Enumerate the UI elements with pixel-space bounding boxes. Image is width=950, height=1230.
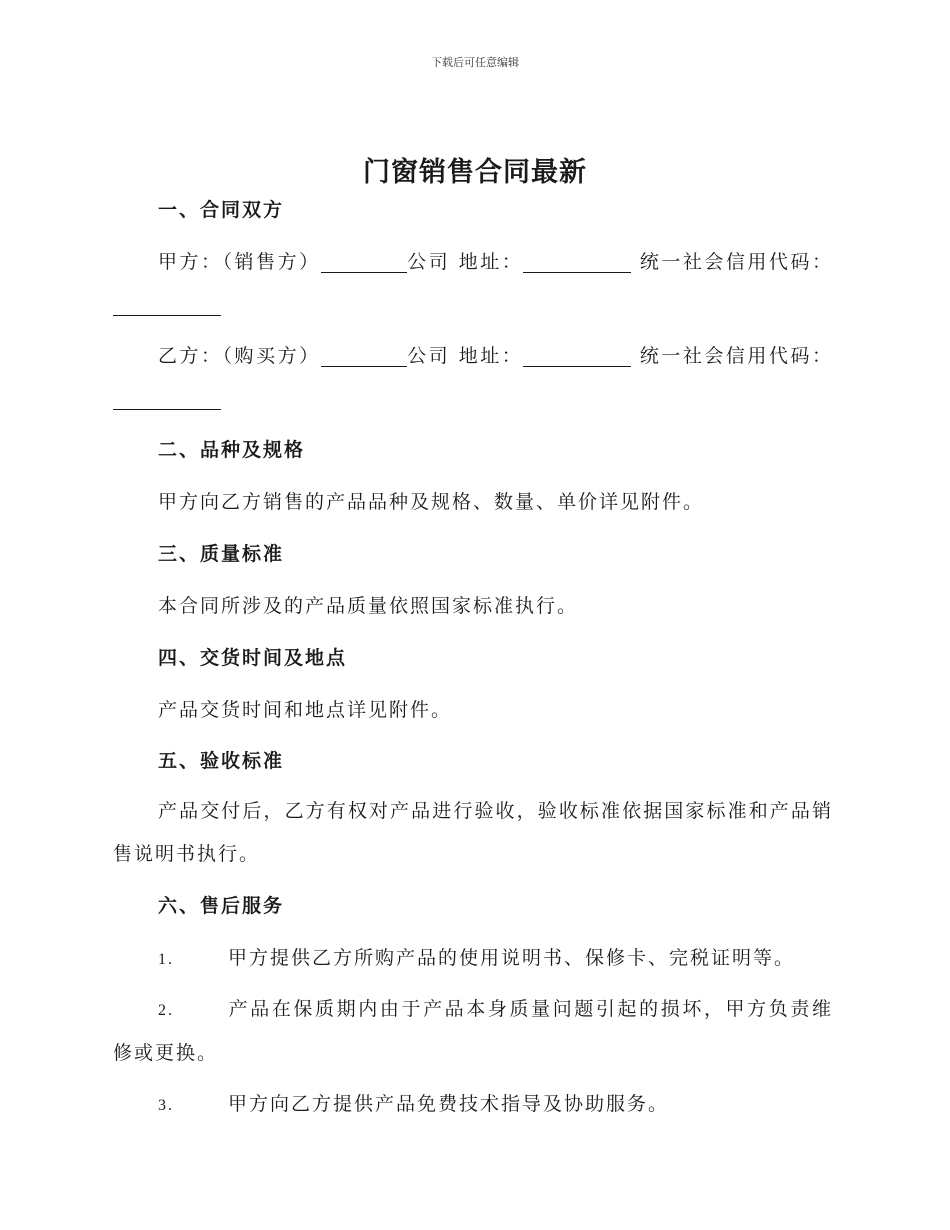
after-sales-item-1: [113, 937, 833, 981]
after-sales-item-2: [113, 988, 833, 1075]
party-a-address-label: 地址：: [458, 251, 524, 273]
party-a-credit-blank: [113, 293, 221, 316]
item-text: 甲方提供乙方所购产品的使用说明书、保修卡、完税证明等。: [228, 947, 796, 969]
after-sales-item-3: [113, 1083, 833, 1127]
party-a-credit-label: 统一社会信用代码：: [639, 251, 833, 273]
party-b-label: 乙方：（购买方）: [158, 345, 321, 367]
section-text-variety: 甲方向乙方销售的产品品种及规格、数量、单价详见附件。: [158, 491, 705, 513]
item-number: 3.: [158, 1097, 174, 1114]
section-text-quality: 本合同所涉及的产品质量依照国家标准执行。: [158, 595, 579, 617]
party-a-address-blank: [523, 250, 631, 273]
document-title: 门窗销售合同最新: [363, 157, 587, 188]
party-b-company-label: 公司: [406, 345, 451, 367]
party-a-paragraph: [113, 241, 833, 327]
section-heading-quality: 三、质量标准: [158, 543, 285, 565]
party-a-company-label: 公司: [406, 251, 451, 273]
party-b-address-blank: [523, 344, 631, 367]
section-heading-variety: 二、品种及规格: [158, 439, 306, 461]
section-heading-delivery: 四、交货时间及地点: [158, 647, 348, 669]
party-b-credit-label: 统一社会信用代码：: [639, 345, 833, 367]
section-heading-parties: 一、合同双方: [158, 199, 285, 221]
party-b-company-blank: [321, 344, 407, 367]
item-text: 甲方向乙方提供产品免费技术指导及协助服务。: [228, 1093, 670, 1115]
party-b-paragraph: [113, 335, 833, 421]
item-number: 2.: [158, 1002, 174, 1019]
section-text-delivery: 产品交货时间和地点详见附件。: [158, 699, 453, 721]
item-text: 产品在保质期内由于产品本身质量问题引起的损坏，甲方负责维修或更换。: [113, 998, 833, 1064]
party-a-company-blank: [321, 250, 407, 273]
section-heading-acceptance: 五、验收标准: [158, 750, 285, 772]
party-b-address-label: 地址：: [458, 345, 524, 367]
item-number: 1.: [158, 951, 174, 968]
party-a-label: 甲方：（销售方）: [158, 251, 321, 273]
section-text-acceptance: 产品交付后，乙方有权对产品进行验收，验收标准依据国家标准和产品销售说明书执行。: [113, 800, 833, 865]
section-heading-after-sales: 六、售后服务: [158, 895, 285, 917]
header-note: 下载后可任意编辑: [431, 56, 519, 69]
party-b-credit-blank: [113, 387, 221, 410]
